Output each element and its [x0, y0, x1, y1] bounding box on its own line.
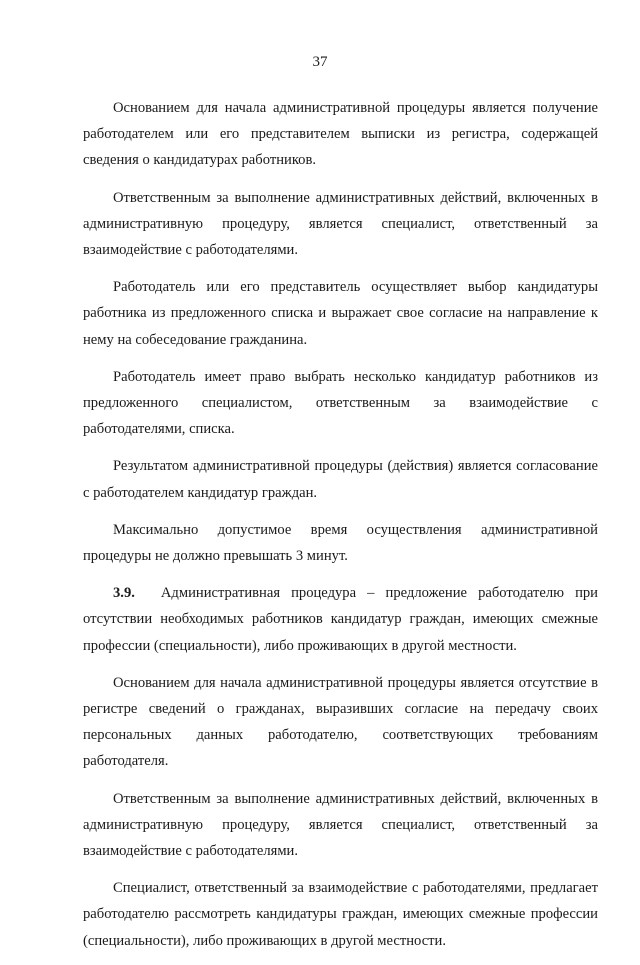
paragraph: Ответственным за выполнение административных действий, включенных в административную процедуру, является специалист, ответственный за взаимодействие с работодателями.: [83, 189, 598, 259]
paragraph: Основанием для начала административной процедуры является получение работодателем или его представителем выписки из регистра, содержащей сведения о кандидатурах работников.: [83, 100, 598, 169]
paragraph: Результатом административной процедуры (действия) является согласование с работодателем кандидатур граждан.: [83, 458, 598, 501]
section-title: Административная процедура – предложение работодателю при отсутствии необходимых работников кандидатур граждан, имеющих смежные профессии (специальности), либо проживающих в другой местности.: [83, 585, 598, 654]
paragraph: Основанием для начала административной процедуры является отсутствие в регистре сведений о гражданах, выразивших согласие на передачу своих персональных данных работодателю, соответствующих требованиям работодателя.: [83, 674, 598, 770]
page-number: 37: [312, 54, 328, 70]
paragraph: Работодатель или его представитель осуществляет выбор кандидатуры работника из предложенного списка и выражает свое согласие на направление к нему на собеседование гражданина.: [83, 279, 598, 348]
section-number: 3.9.: [113, 585, 135, 602]
paragraph: Работодатель имеет право выбрать несколько кандидатур работников из предложенного специалистом, ответственным за взаимодействие с работодателями, списка.: [83, 368, 598, 438]
section-heading: [83, 580, 598, 659]
paragraph: Ответственным за выполнение административных действий, включенных в административную процедуру, является специалист, ответственный за взаимодействие с работодателями.: [83, 790, 598, 860]
paragraph: Максимально допустимое время осуществления административной процедуры не должно превышать 3 минут.: [83, 521, 598, 565]
paragraph: Специалист, ответственный за взаимодействие с работодателями, предлагает работодателю рассмотреть кандидатуры граждан, имеющих смежные профессии (специальности), либо проживающих в другой местности.: [83, 880, 598, 949]
document-body: [83, 95, 598, 965]
